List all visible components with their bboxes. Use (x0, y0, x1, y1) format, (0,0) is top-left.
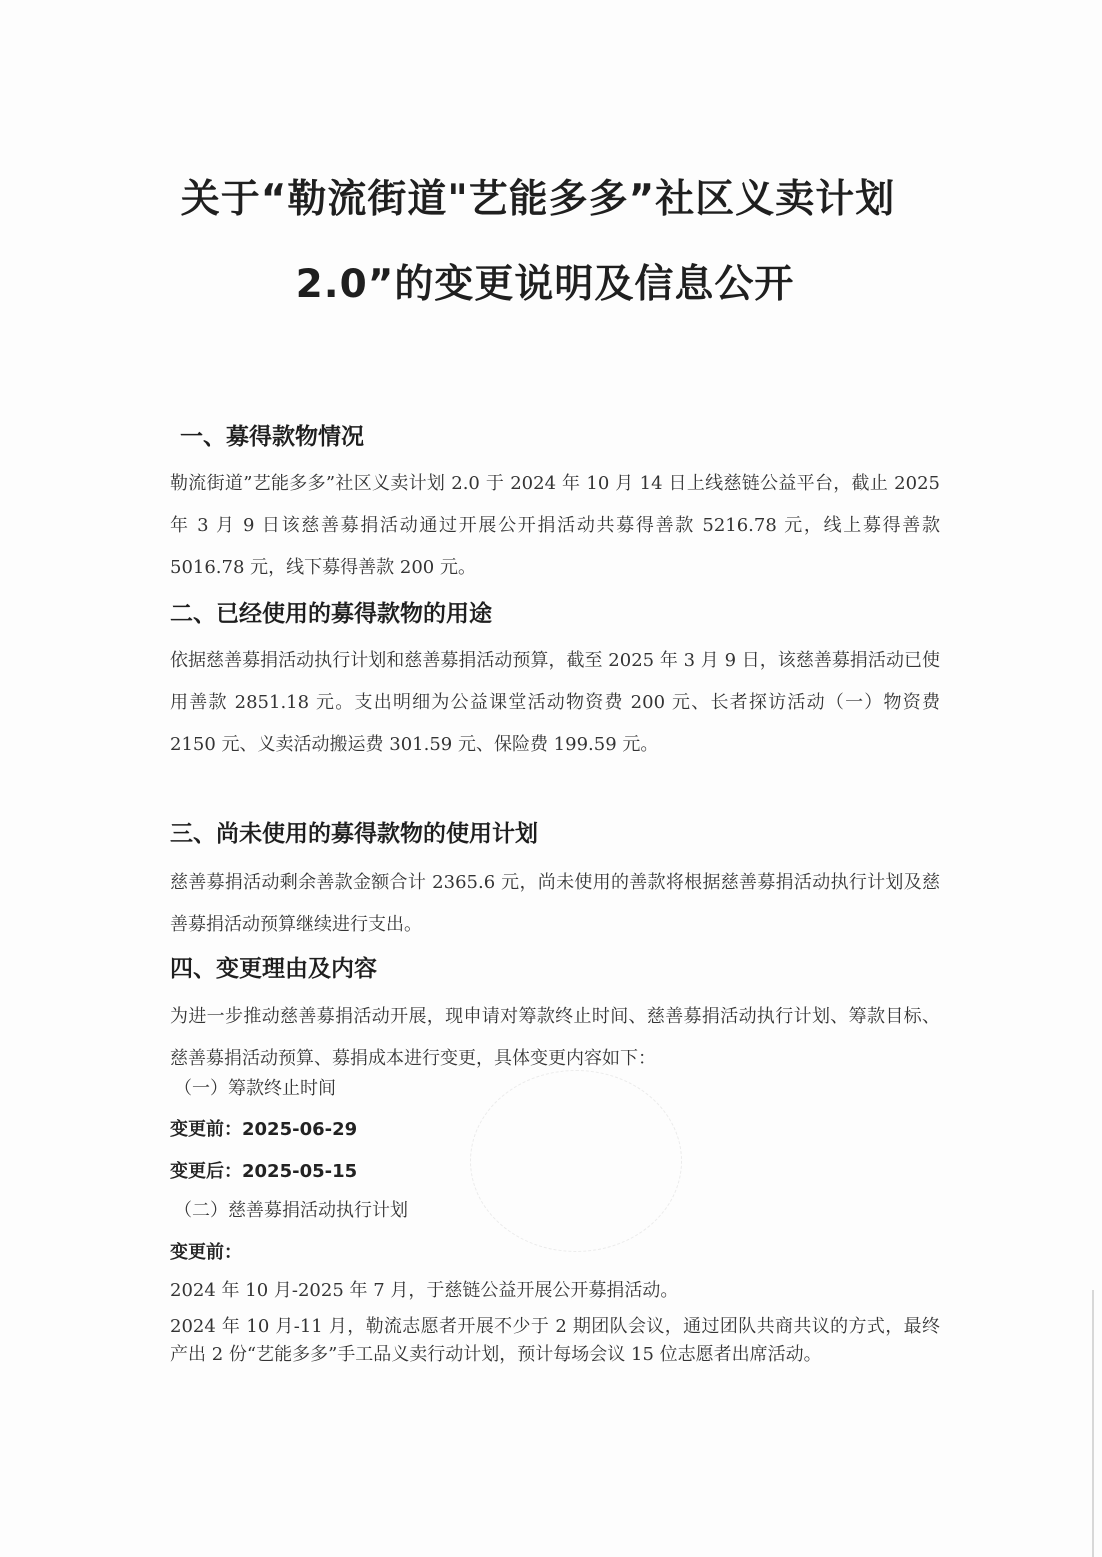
change-item-1-after: 变更后：2025-05-15 (170, 1161, 358, 1182)
scan-edge-line (1092, 1290, 1094, 1557)
section-4-heading: 四、变更理由及内容 (170, 956, 377, 982)
change-item-2-line-2: 2024 年 10 月-11 月，勒流志愿者开展不少于 2 期团队会议，通过团队共商共议的方式，最终产出 2 份“艺能多多”手工品义卖行动计划，预计每场会议 15 位志愿者出席活动。 (170, 1316, 940, 1365)
document-title-line-1: 关于“勒流街道"艺能多多”社区义卖计划 (180, 177, 896, 222)
section-3-paragraph: 慈善募捐活动剩余善款金额合计 2365.6 元，尚未使用的善款将根据慈善募捐活动执行计划及慈善募捐活动预算继续进行支出。 (170, 872, 940, 935)
section-2-paragraph: 依据慈善募捐活动执行计划和慈善募捐活动预算，截至 2025 年 3 月 9 日，该慈善募捐活动已使用善款 2851.18 元。支出明细为公益课堂活动物资费 200 元、长者探访活动（一）物资费 2150 元、义卖活动搬运费 301.59 元、保险费 199.59 元。 (170, 650, 940, 755)
change-item-1-before: 变更前：2025-06-29 (170, 1119, 358, 1140)
change-item-2-before-label: 变更前： (170, 1242, 242, 1263)
change-item-1-title: （一）筹款终止时间 (174, 1078, 336, 1099)
section-3-heading: 三、尚未使用的募得款物的使用计划 (170, 821, 538, 847)
section-4-paragraph: 为进一步推动慈善募捐活动开展，现申请对筹款终止时间、慈善募捐活动执行计划、筹款目标、慈善募捐活动预算、募捐成本进行变更，具体变更内容如下： (170, 1006, 940, 1069)
section-1-heading: 一、募得款物情况 (180, 424, 364, 450)
change-item-2-line-1: 2024 年 10 月-2025 年 7 月，于慈链公益开展公开募捐活动。 (170, 1280, 679, 1301)
section-2-heading: 二、已经使用的募得款物的用途 (170, 601, 492, 627)
faded-seal-stamp (470, 1070, 682, 1252)
section-1-paragraph: 勒流街道”艺能多多”社区义卖计划 2.0 于 2024 年 10 月 14 日上线慈链公益平台，截止 2025 年 3 月 9 日该慈善募捐活动通过开展公开捐活动共募得善款 5216.78 元，线上募得善款 5016.78 元，线下募得善款 200 元。 (170, 473, 940, 578)
change-item-2-title: （二）慈善募捐活动执行计划 (174, 1200, 408, 1221)
document-title-line-2: 2.0”的变更说明及信息公开 (295, 262, 795, 307)
